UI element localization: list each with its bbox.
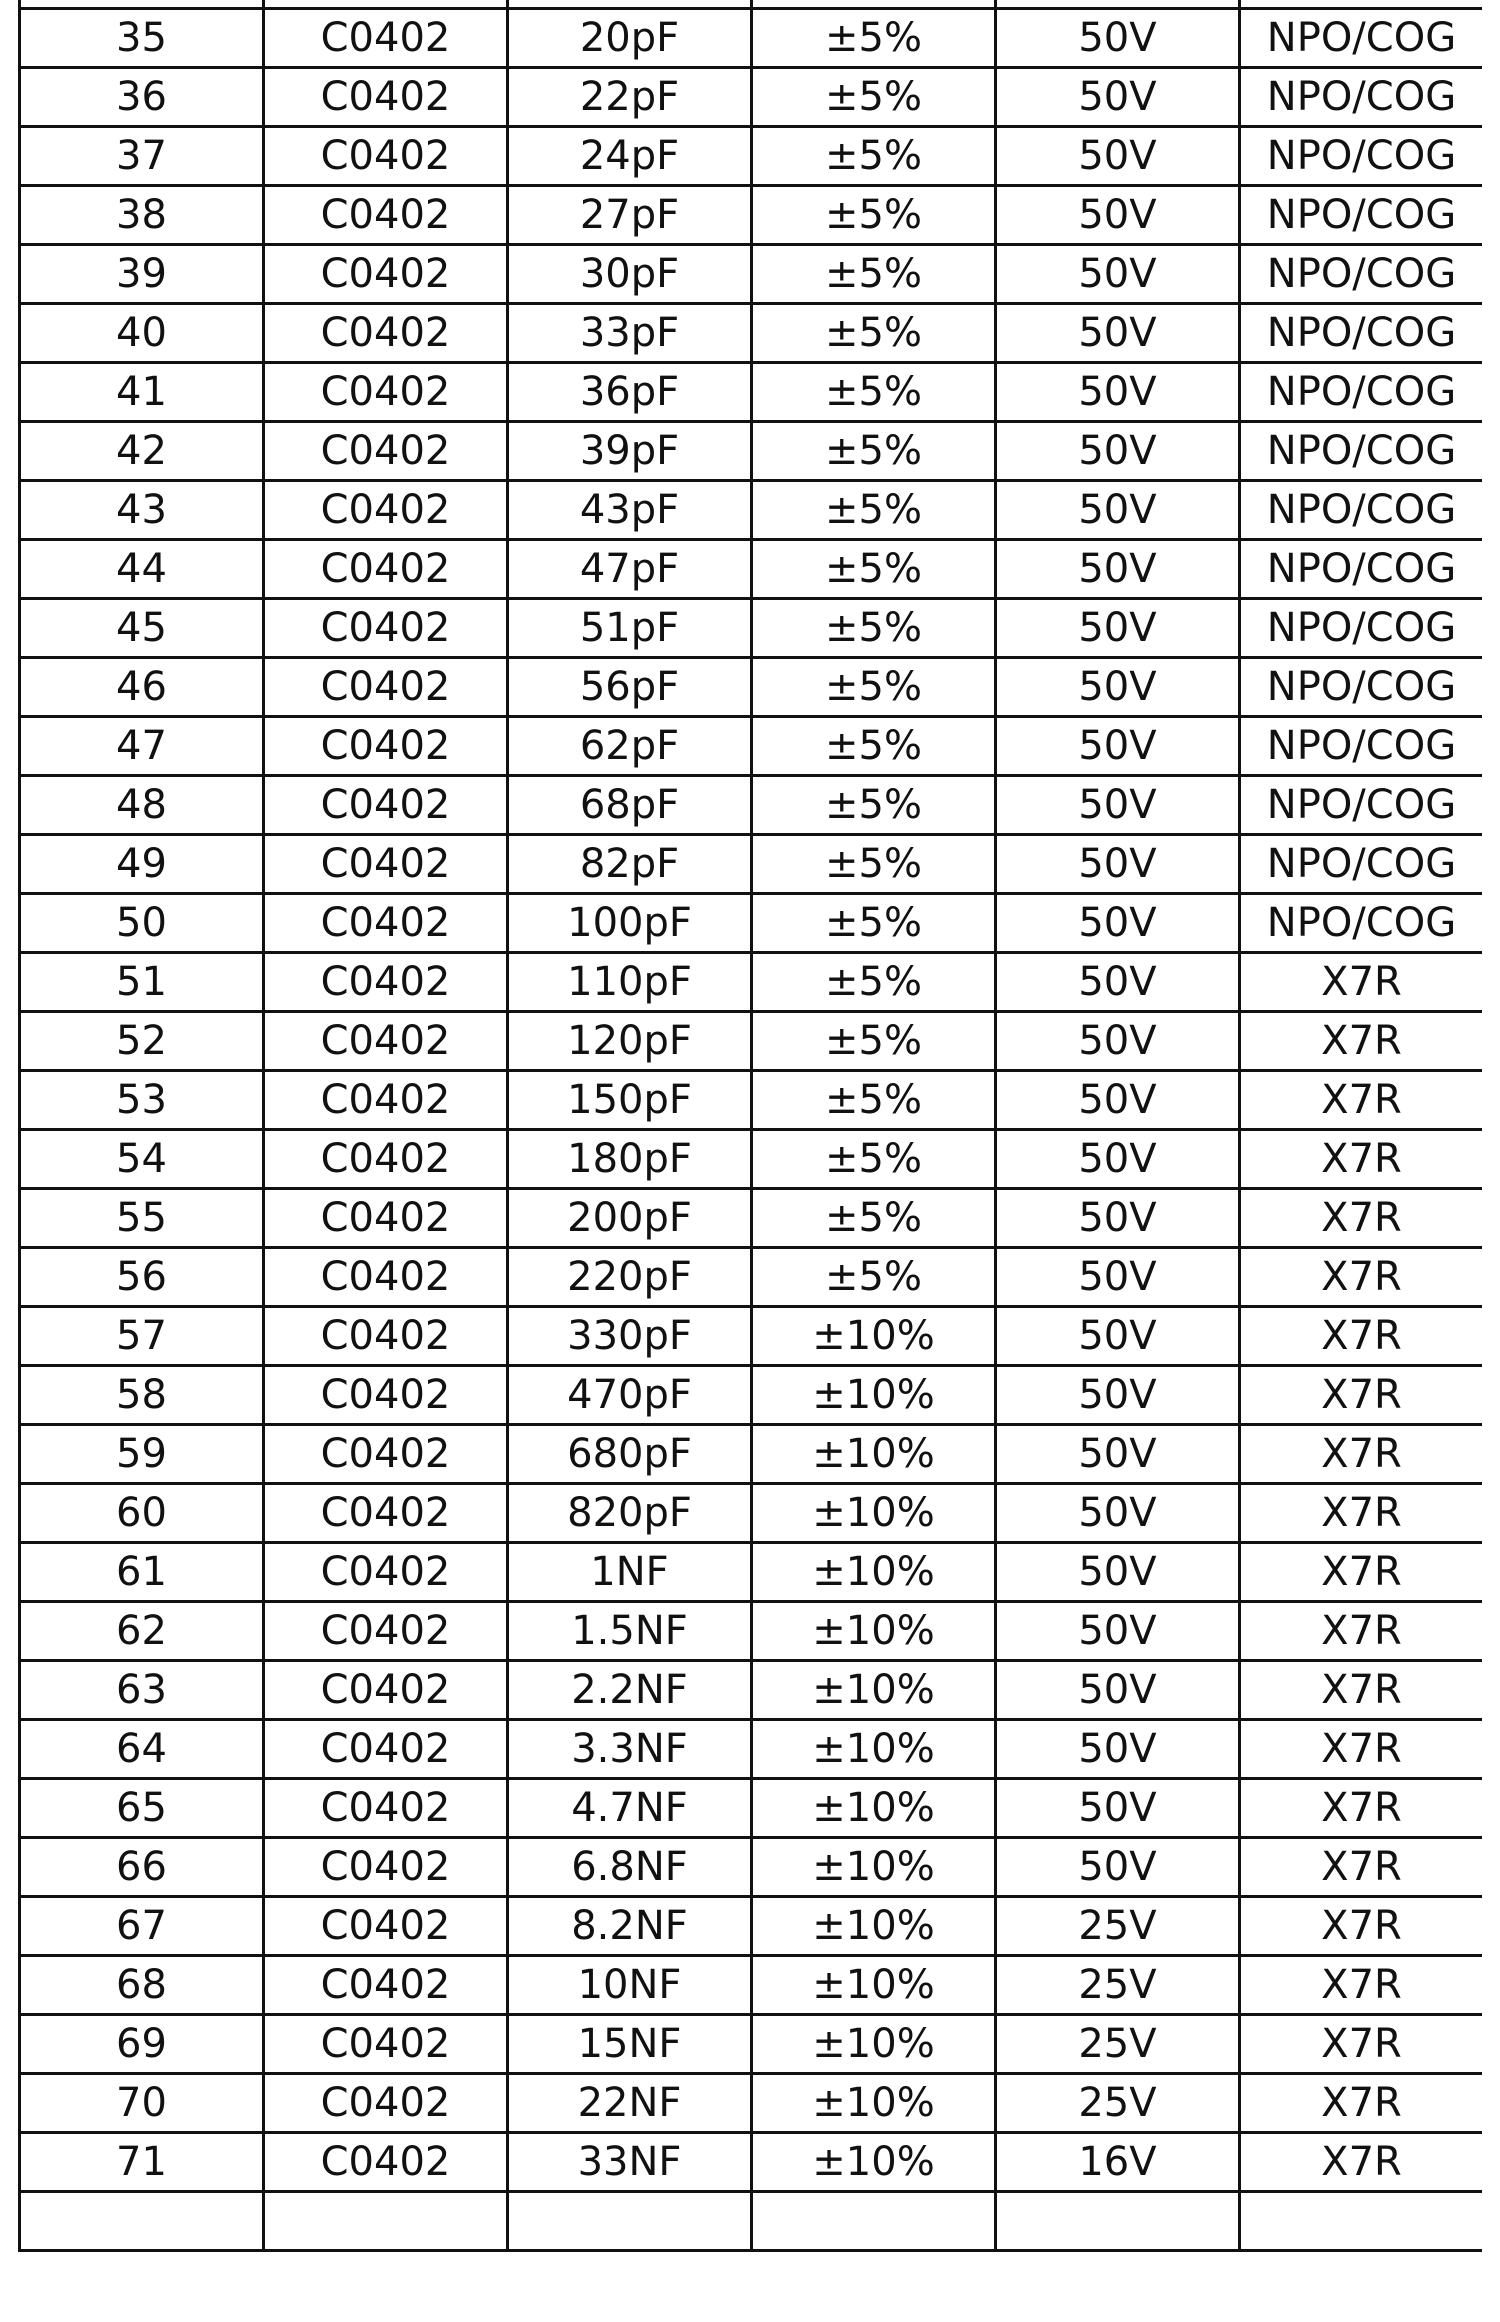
cell-tolerance: ±5% [752,1248,996,1307]
cell-tolerance: ±5% [752,1071,996,1130]
cell-no: 41 [20,363,264,422]
cell-dielectric: NPO/COG [1240,186,1483,245]
cell-capacitance: 22pF [508,68,752,127]
cell-package: C0402 [264,127,508,186]
cell-capacitance: 33NF [508,2133,752,2192]
cell-no: 71 [20,2133,264,2192]
cell-no: 42 [20,422,264,481]
cell-package: C0402 [264,2133,508,2192]
cell-package: C0402 [264,1484,508,1543]
cell-voltage: 50V [996,9,1240,68]
cell-no: 55 [20,1189,264,1248]
table-row [20,540,1483,599]
cell-voltage: 50V [996,127,1240,186]
cell-capacitance: 33pF [508,304,752,363]
cell-no: 35 [20,9,264,68]
cell-voltage: 50V [996,894,1240,953]
cell-voltage: 25V [996,2015,1240,2074]
cell-no: 62 [20,1602,264,1661]
cell-no: 57 [20,1307,264,1366]
cell-no: 63 [20,1661,264,1720]
cell-dielectric: X7R [1240,1189,1483,1248]
cell-dielectric: NPO/COG [1240,422,1483,481]
cell-voltage: 50V [996,1543,1240,1602]
cell-tolerance: ±5% [752,1130,996,1189]
cell-tolerance: ±5% [752,658,996,717]
cell-no: 51 [20,953,264,1012]
cell-voltage: 50V [996,1012,1240,1071]
table-row [20,717,1483,776]
table-row [20,245,1483,304]
cell-package: C0402 [264,1071,508,1130]
cell-voltage: 50V [996,776,1240,835]
cell-voltage: 50V [996,599,1240,658]
cell-tolerance: ±5% [752,9,996,68]
cell-capacitance: 220pF [508,1248,752,1307]
table-row [20,186,1483,245]
cell-no: 69 [20,2015,264,2074]
cell-tolerance: ±5% [752,1189,996,1248]
cell-package: C0402 [264,894,508,953]
table-row [20,1956,1483,2015]
cell-voltage: 50V [996,1071,1240,1130]
cell-package: C0402 [264,658,508,717]
cell-capacitance: 36pF [508,363,752,422]
cell-package: C0402 [264,1425,508,1484]
cell-dielectric: NPO/COG [1240,127,1483,186]
table-row [20,68,1483,127]
cell-dielectric: X7R [1240,1956,1483,2015]
cell-tolerance: ±5% [752,540,996,599]
cell-package: C0402 [264,9,508,68]
table-row [20,1720,1483,1779]
cell-no: 60 [20,1484,264,1543]
cell-voltage: 50V [996,835,1240,894]
cell-capacitance: 30pF [508,245,752,304]
cell-dielectric: X7R [1240,1720,1483,1779]
cell-no: 59 [20,1425,264,1484]
cell-package: C0402 [264,1661,508,1720]
table-row [20,835,1483,894]
cell-dielectric: X7R [1240,1661,1483,1720]
cell-dielectric: X7R [1240,1307,1483,1366]
cell-dielectric: NPO/COG [1240,540,1483,599]
cell-tolerance: ±10% [752,2015,996,2074]
cell-capacitance: 680pF [508,1425,752,1484]
cell-voltage: 50V [996,717,1240,776]
cell-tolerance: ±5% [752,186,996,245]
cell-tolerance: ±10% [752,1602,996,1661]
cell-capacitance: 22NF [508,2074,752,2133]
cell-capacitance: 470pF [508,1366,752,1425]
cell-package: C0402 [264,2015,508,2074]
cell-package: C0402 [264,1248,508,1307]
cell-tolerance: ±5% [752,894,996,953]
cell-dielectric: X7R [1240,1602,1483,1661]
cell-capacitance: 43pF [508,481,752,540]
cell-dielectric: NPO/COG [1240,245,1483,304]
cell-tolerance: ±5% [752,245,996,304]
table-row [20,776,1483,835]
cell-no: 56 [20,1248,264,1307]
cell-capacitance: 10NF [508,1956,752,2015]
table-row [20,1071,1483,1130]
table-row [20,1543,1483,1602]
table-row [20,1425,1483,1484]
cell-package: C0402 [264,363,508,422]
cell-voltage: 50V [996,363,1240,422]
cell-tolerance: ±5% [752,68,996,127]
cell-voltage: 50V [996,422,1240,481]
cell-package: C0402 [264,2074,508,2133]
cell-no: 61 [20,1543,264,1602]
capacitor-spec-table [18,0,1482,2252]
cell-tolerance: ±10% [752,2074,996,2133]
cell-voltage: 50V [996,1425,1240,1484]
cell-dielectric: X7R [1240,2133,1483,2192]
cell-package: C0402 [264,1189,508,1248]
cell-capacitance: 82pF [508,835,752,894]
cell-tolerance: ±5% [752,481,996,540]
cell-no: 64 [20,1720,264,1779]
cell-capacitance: 6.8NF [508,1838,752,1897]
cell-tolerance: ±10% [752,1543,996,1602]
cell-voltage: 50V [996,953,1240,1012]
cell-package: C0402 [264,717,508,776]
cell-package: C0402 [264,1543,508,1602]
cell-dielectric: NPO/COG [1240,304,1483,363]
cell-capacitance: 51pF [508,599,752,658]
cell-dielectric: X7R [1240,1425,1483,1484]
table-row-partial [20,2192,1483,2251]
cell-package: C0402 [264,1838,508,1897]
cell-no: 58 [20,1366,264,1425]
cell-capacitance: 120pF [508,1012,752,1071]
cell-capacitance: 1.5NF [508,1602,752,1661]
cell-voltage: 50V [996,1130,1240,1189]
cell-dielectric: X7R [1240,1543,1483,1602]
cell-package: C0402 [264,1897,508,1956]
cell-tolerance: ±5% [752,363,996,422]
cell-tolerance: ±5% [752,304,996,363]
cell-tolerance: ±5% [752,599,996,658]
table-row [20,1189,1483,1248]
cell-dielectric: NPO/COG [1240,481,1483,540]
cell-voltage: 25V [996,1956,1240,2015]
cell-voltage: 50V [996,1720,1240,1779]
table-row [20,1366,1483,1425]
cell-tolerance: ±5% [752,835,996,894]
cell-dielectric: X7R [1240,1366,1483,1425]
table-row [20,1661,1483,1720]
table-row [20,1307,1483,1366]
cell-dielectric: NPO/COG [1240,9,1483,68]
cell-no: 67 [20,1897,264,1956]
cell-package: C0402 [264,186,508,245]
cell-capacitance: 150pF [508,1071,752,1130]
cell-capacitance: 1NF [508,1543,752,1602]
cell-no: 36 [20,68,264,127]
cell-dielectric: NPO/COG [1240,68,1483,127]
cell-dielectric: NPO/COG [1240,835,1483,894]
cell-dielectric: X7R [1240,1897,1483,1956]
cell-capacitance: 8.2NF [508,1897,752,1956]
cell-no: 68 [20,1956,264,2015]
cell-dielectric: X7R [1240,1838,1483,1897]
cell-package: C0402 [264,1779,508,1838]
cell-no: 45 [20,599,264,658]
cell-voltage: 50V [996,1661,1240,1720]
cell-capacitance: 15NF [508,2015,752,2074]
table-row [20,9,1483,68]
cell-voltage: 50V [996,540,1240,599]
cell-package: C0402 [264,422,508,481]
cell-no: 50 [20,894,264,953]
table-row [20,1484,1483,1543]
cell-tolerance: ±5% [752,127,996,186]
cell-package: C0402 [264,481,508,540]
cell-capacitance: 4.7NF [508,1779,752,1838]
cell-package: C0402 [264,245,508,304]
cell-dielectric: NPO/COG [1240,776,1483,835]
table-row [20,1897,1483,1956]
table-row [20,894,1483,953]
cell-tolerance: ±10% [752,1897,996,1956]
cell-package: C0402 [264,1956,508,2015]
cell-voltage: 50V [996,1189,1240,1248]
cell-package: C0402 [264,1720,508,1779]
cell-dielectric: X7R [1240,1130,1483,1189]
cell-tolerance: ±10% [752,1779,996,1838]
cell-voltage: 50V [996,304,1240,363]
cell-voltage: 50V [996,186,1240,245]
spec-sheet [18,0,1482,2322]
cell-dielectric: X7R [1240,1779,1483,1838]
cell-package: C0402 [264,835,508,894]
cell-no: 37 [20,127,264,186]
cell-no: 46 [20,658,264,717]
cell-no: 47 [20,717,264,776]
table-row [20,1248,1483,1307]
cell-tolerance: ±10% [752,1720,996,1779]
cell-dielectric: NPO/COG [1240,894,1483,953]
cell-voltage: 25V [996,1897,1240,1956]
cell-tolerance: ±10% [752,1425,996,1484]
table-row [20,304,1483,363]
cell-capacitance: 820pF [508,1484,752,1543]
cell-capacitance: 39pF [508,422,752,481]
cell-capacitance: 200pF [508,1189,752,1248]
cell-tolerance: ±10% [752,1661,996,1720]
cell-no: 49 [20,835,264,894]
cell-voltage: 50V [996,658,1240,717]
cell-capacitance: 180pF [508,1130,752,1189]
cell-dielectric: X7R [1240,1012,1483,1071]
table-row [20,481,1483,540]
cell-dielectric: NPO/COG [1240,599,1483,658]
cell-tolerance: ±5% [752,717,996,776]
cell-no: 44 [20,540,264,599]
cell-dielectric: X7R [1240,1071,1483,1130]
cell-no: 66 [20,1838,264,1897]
cell-no: 39 [20,245,264,304]
cell-package: C0402 [264,68,508,127]
cell-package: C0402 [264,953,508,1012]
cell-tolerance: ±10% [752,1838,996,1897]
table-row [20,422,1483,481]
cell-package: C0402 [264,776,508,835]
table-row [20,2074,1483,2133]
cell-package: C0402 [264,1602,508,1661]
cell-voltage: 50V [996,1307,1240,1366]
table-row [20,658,1483,717]
cell-voltage: 50V [996,1779,1240,1838]
cell-package: C0402 [264,1366,508,1425]
cell-voltage: 50V [996,481,1240,540]
cell-capacitance: 100pF [508,894,752,953]
cell-package: C0402 [264,304,508,363]
table-row [20,1130,1483,1189]
cell-capacitance: 68pF [508,776,752,835]
cell-tolerance: ±10% [752,1366,996,1425]
cell-voltage: 50V [996,68,1240,127]
cell-capacitance: 3.3NF [508,1720,752,1779]
cell-no: 52 [20,1012,264,1071]
cell-voltage: 16V [996,2133,1240,2192]
cell-voltage: 50V [996,1366,1240,1425]
table-row [20,1602,1483,1661]
cell-dielectric: NPO/COG [1240,717,1483,776]
table-row [20,2133,1483,2192]
table-row [20,127,1483,186]
cell-capacitance: 56pF [508,658,752,717]
cell-tolerance: ±5% [752,776,996,835]
cell-package: C0402 [264,1130,508,1189]
table-row [20,599,1483,658]
cell-dielectric: NPO/COG [1240,658,1483,717]
table-row [20,2015,1483,2074]
cell-capacitance: 330pF [508,1307,752,1366]
table-row [20,1779,1483,1838]
cell-package: C0402 [264,540,508,599]
cell-tolerance: ±10% [752,1484,996,1543]
cell-tolerance: ±10% [752,1956,996,2015]
cell-capacitance: 27pF [508,186,752,245]
cell-voltage: 50V [996,245,1240,304]
table-body [20,0,1483,2251]
cell-no: 40 [20,304,264,363]
cell-no: 48 [20,776,264,835]
cell-no: 38 [20,186,264,245]
cell-capacitance: 2.2NF [508,1661,752,1720]
cell-package: C0402 [264,599,508,658]
cell-dielectric: X7R [1240,1484,1483,1543]
cell-tolerance: ±5% [752,422,996,481]
cell-voltage: 50V [996,1602,1240,1661]
cell-tolerance: ±10% [752,2133,996,2192]
cell-capacitance: 20pF [508,9,752,68]
cell-tolerance: ±10% [752,1307,996,1366]
table-row [20,1838,1483,1897]
cell-tolerance: ±5% [752,953,996,1012]
table-row [20,363,1483,422]
cell-dielectric: X7R [1240,953,1483,1012]
cell-no: 53 [20,1071,264,1130]
table-row-partial [20,0,1483,9]
table-row [20,1012,1483,1071]
cell-voltage: 50V [996,1838,1240,1897]
cell-capacitance: 24pF [508,127,752,186]
table-row [20,953,1483,1012]
cell-dielectric: X7R [1240,1248,1483,1307]
cell-voltage: 50V [996,1484,1240,1543]
cell-tolerance: ±5% [752,1012,996,1071]
cell-capacitance: 47pF [508,540,752,599]
cell-package: C0402 [264,1307,508,1366]
cell-dielectric: X7R [1240,2074,1483,2133]
cell-dielectric: X7R [1240,2015,1483,2074]
cell-no: 65 [20,1779,264,1838]
cell-no: 43 [20,481,264,540]
cell-voltage: 50V [996,1248,1240,1307]
cell-dielectric: NPO/COG [1240,363,1483,422]
cell-package: C0402 [264,1012,508,1071]
cell-no: 70 [20,2074,264,2133]
cell-capacitance: 110pF [508,953,752,1012]
cell-voltage: 25V [996,2074,1240,2133]
cell-no: 54 [20,1130,264,1189]
cell-capacitance: 62pF [508,717,752,776]
